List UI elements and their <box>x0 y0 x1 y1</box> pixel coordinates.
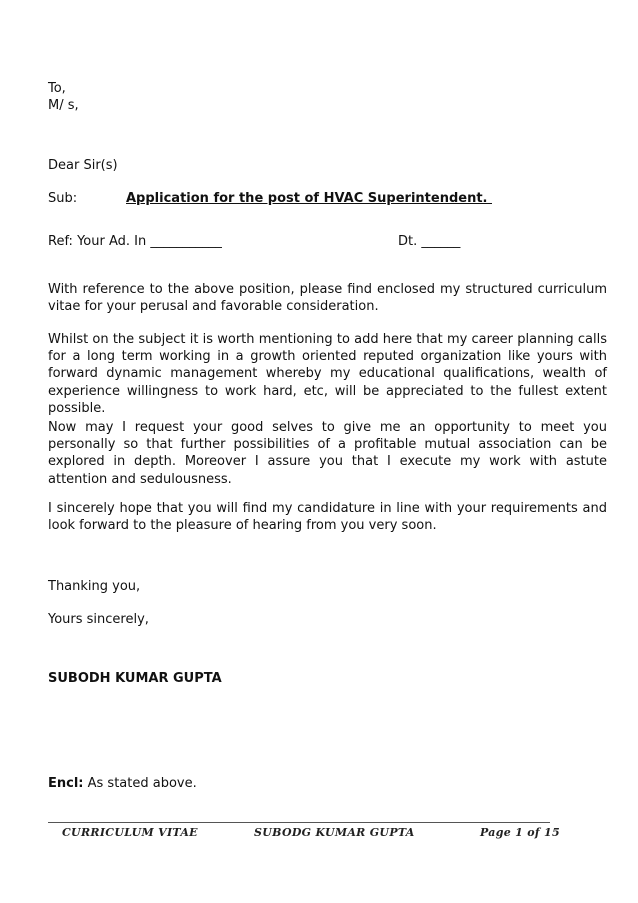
footer-divider <box>48 822 550 823</box>
footer-center: SUBODG KUMAR GUPTA <box>254 826 415 839</box>
reference-text: Ref: Your Ad. In ___________ <box>48 234 222 249</box>
enclosure <box>48 775 197 792</box>
subject-label: Sub: <box>48 191 78 206</box>
reference-date: Dt. ______ <box>398 234 461 249</box>
subject-text: Application for the post of HVAC Superintendent. <box>126 191 492 206</box>
paragraph-1: With reference to the above position, please find enclosed my structured curriculum vitae for your perusal and favorable consideration. <box>48 282 607 315</box>
footer-left: CURRICULUM VITAE <box>62 826 198 839</box>
paragraph-2: Whilst on the subject it is worth mentioning to add here that my career planning calls for a long term working in a growth oriented reputed organization like yours with forward dynamic management whereby my educational qualifications, wealth of experience willingness to work hard, etc, will be appreciated to the fullest extent possible. <box>48 332 607 416</box>
signature-name: SUBODH KUMAR GUPTA <box>48 671 222 686</box>
salutation: Dear Sir(s) <box>48 158 118 173</box>
paragraph-4: I sincerely hope that you will find my candidature in line with your requirements and look forward to the pleasure of hearing from you very soon. <box>48 501 607 534</box>
footer-page-number: Page 1 of 15 <box>480 826 560 839</box>
enclosure-text: As stated above. <box>83 776 197 791</box>
address-ms: M/ s, <box>48 98 79 113</box>
address-to: To, <box>48 81 66 96</box>
enclosure-label: Encl: <box>48 776 84 791</box>
closing-yours: Yours sincerely, <box>48 612 149 627</box>
paragraph-3: Now may I request your good selves to give me an opportunity to meet you personally so that further possibilities of a profitable mutual association can be explored in depth. Moreover I assure you that I execute my work with astute attention and sedulousness. <box>48 420 607 487</box>
closing-thanks: Thanking you, <box>48 579 141 594</box>
